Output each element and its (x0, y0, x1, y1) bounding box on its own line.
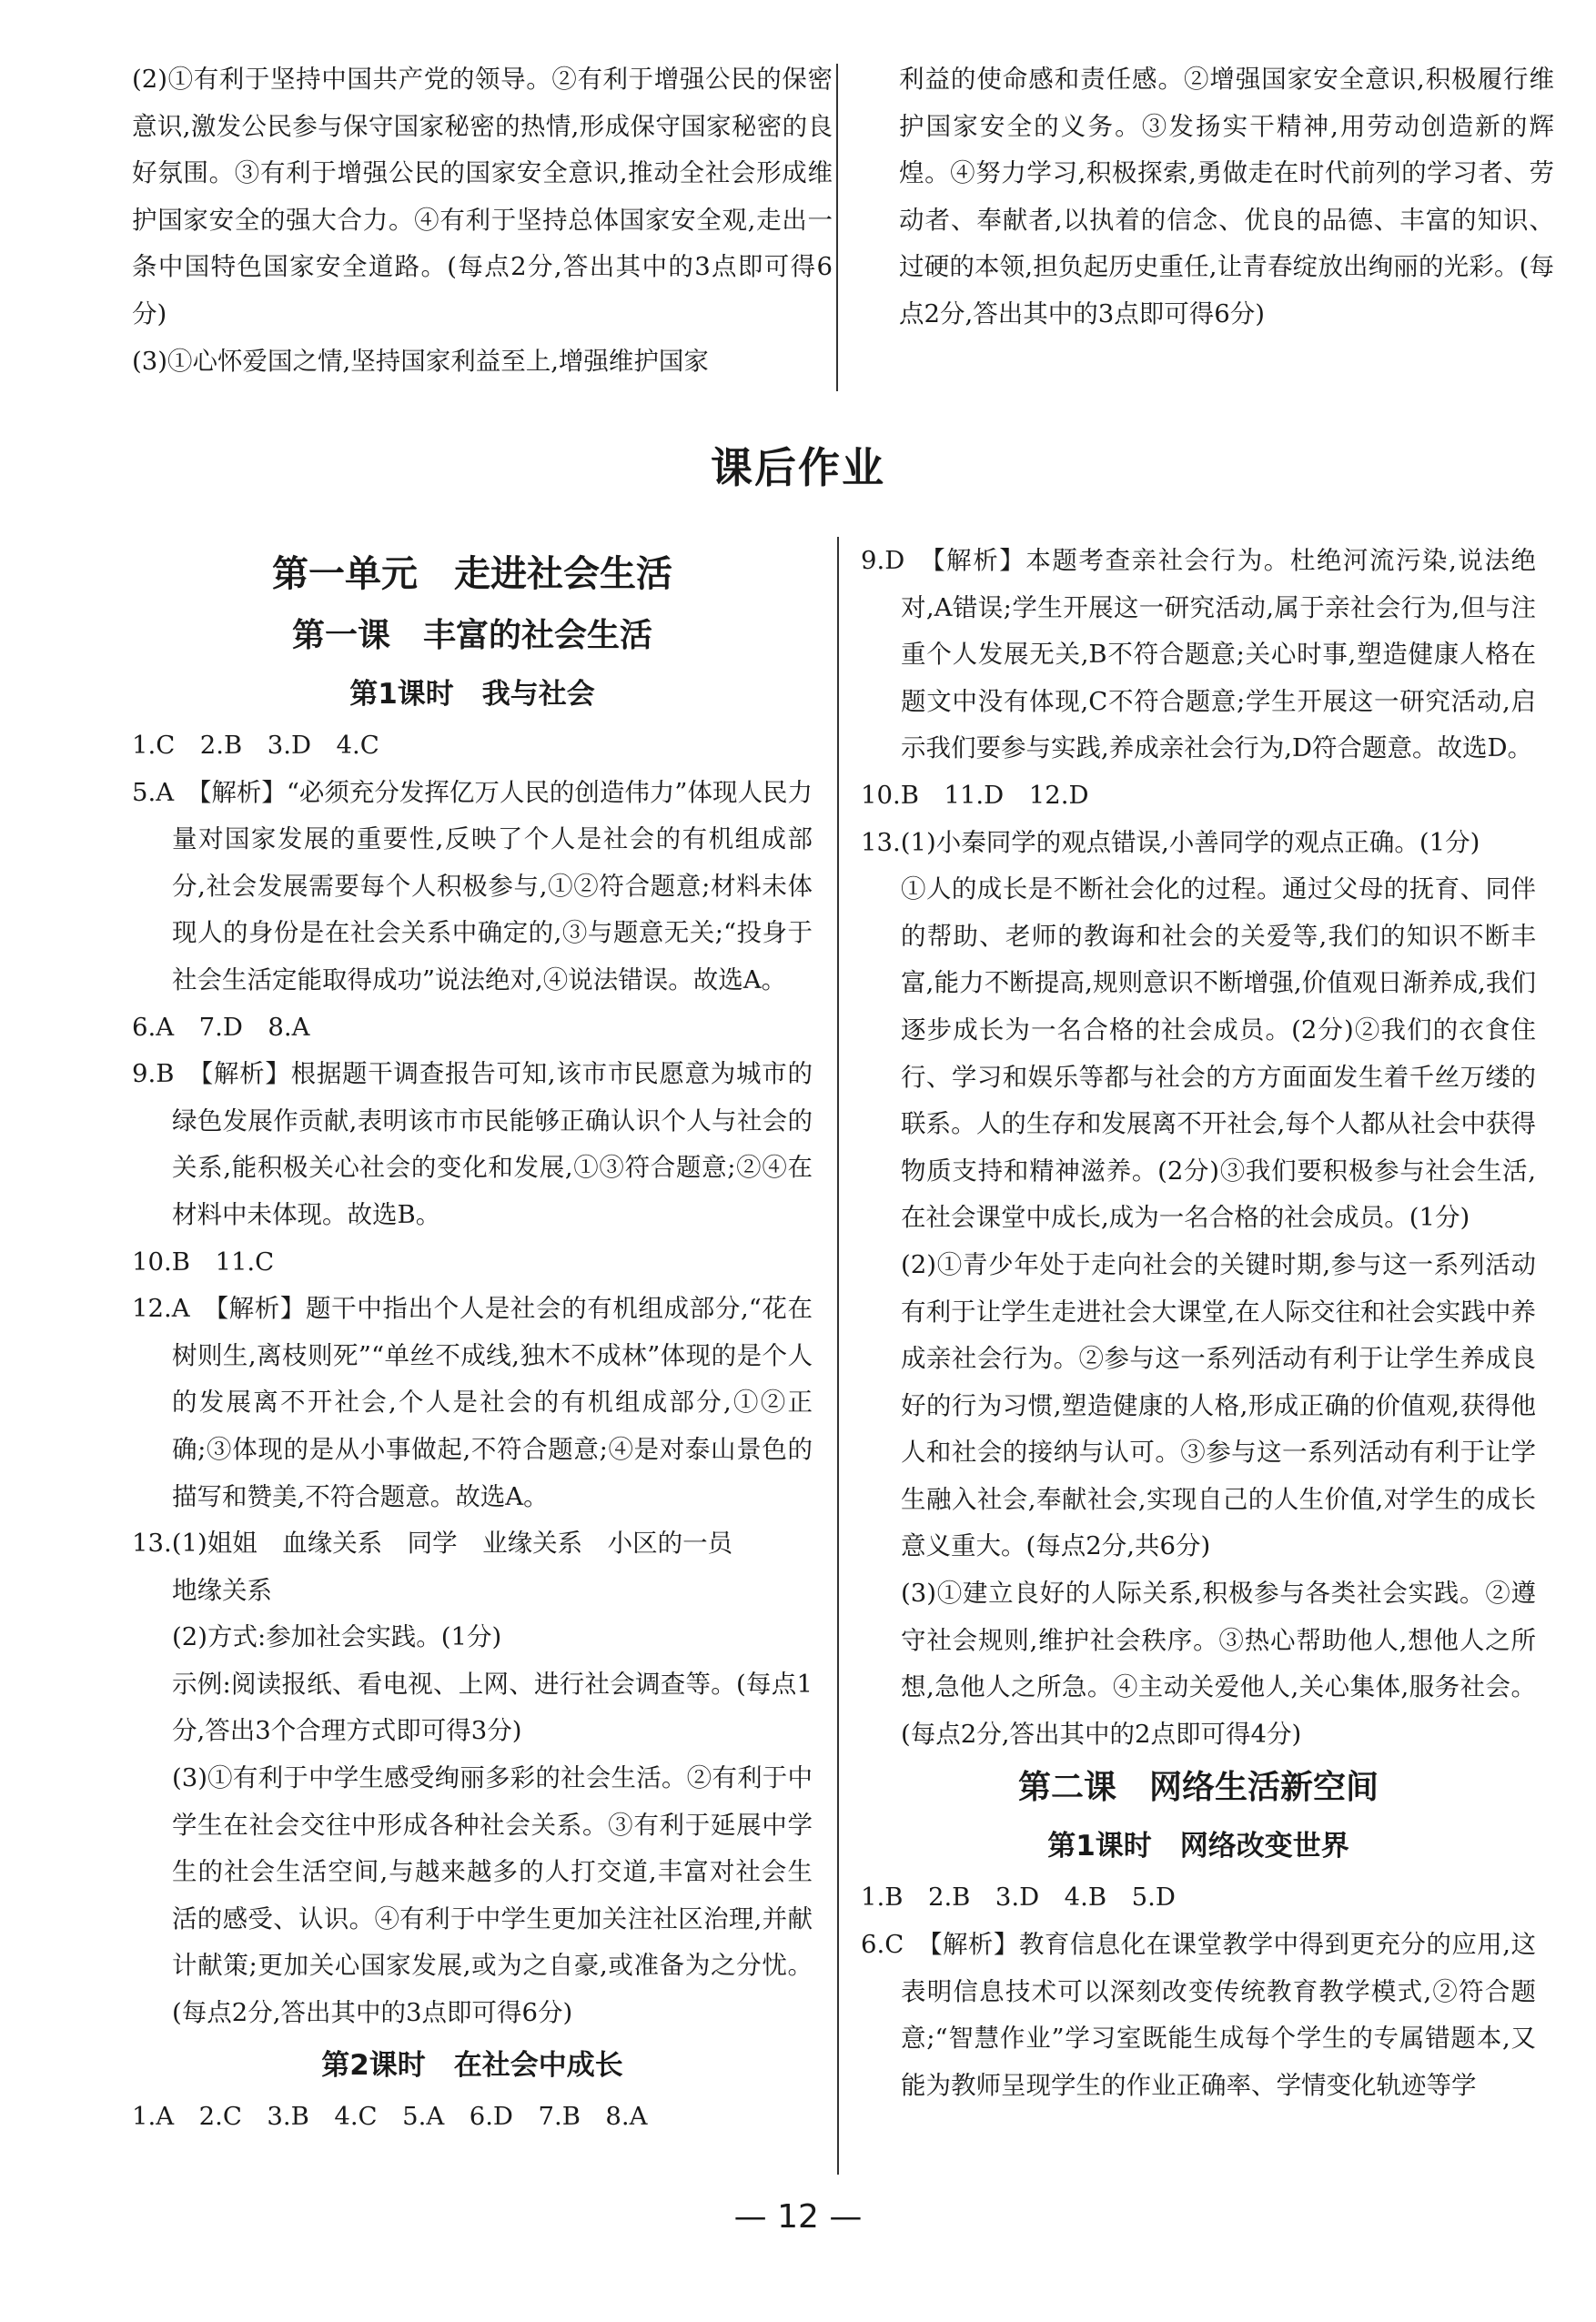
answer-item: 13.(1)小秦同学的观点错误,小善同学的观点正确。(1分) (861, 827, 1480, 857)
column-divider (836, 64, 838, 391)
lesson-title: 第二课 网络生活新空间 (1017, 1769, 1379, 1807)
answer-item: 10.B 11.C (132, 1247, 275, 1277)
answer-item: 10.B 11.D 12.D (861, 780, 1089, 810)
top-left-column (132, 56, 833, 385)
answer-item: 6.C 【解析】教育信息化在课堂教学中得到更充分的应用,这表明信息技术可以深刻改变传统教育教学模式,②符合题意;“智慧作业”学习室既能生成每个学生的专属错题本,又能为教师呈现学生的作业正确率、学情变化轨迹等学 (861, 1930, 1536, 2100)
period-title: 第2课时 在社会中成长 (321, 2048, 623, 2082)
answer-subitem: (2)①青少年处于走向社会的关键时期,参与这一系列活动有利于让学生走进社会大课堂,在人际交往和社会实践中养成亲社会行为。②参与这一系列活动有利于让学生养成良好的行为习惯,塑造健康的人格,形成正确的价值观,获得他人和社会的接纳与认可。③参与这一系列活动有利于让学生融入社会,奉献社会,实现自己的人生价值,对学生的成长意义重大。(每点2分,共6分) (901, 1249, 1536, 1561)
top-right-column (899, 56, 1554, 338)
answer-subitem: ①人的成长是不断社会化的过程。通过父母的抚育、同伴的帮助、老师的教诲和社会的关爱等,我们的知识不断丰富,能力不断提高,规则意识不断增强,价值观日渐养成,我们逐步成长为一名合格的社会成员。(2分)②我们的衣食住行、学习和娱乐等都与社会的方方面面发生着千丝万缕的联系。人的生存和发展离不开社会,每个人都从社会中获得物质支持和精神滋养。(2分)③我们要积极参与社会生活,在社会课堂中成长,成为一名合格的社会成员。(1分) (901, 874, 1536, 1233)
answer-item: 12.A 【解析】题干中指出个人是社会的有机组成部分,“花在树则生,离枝则死”“单丝不成线,独木不成林”体现的是个人的发展离不开社会,个人是社会的有机组成部分,①②正确;③体现的是从小事做起,不符合题意;④是对泰山景色的描写和赞美,不符合题意。故选A。 (132, 1294, 813, 1511)
period-title: 第1课时 我与社会 (349, 678, 595, 711)
answer-item: 1.B 2.B 3.D 4.B 5.D (861, 1883, 1176, 1913)
answer-item: 9.B 【解析】根据题干调查报告可知,该市市民愿意为城市的绿色发展作贡献,表明该市市民能够正确认识个人与社会的关系,能积极关心社会的变化和发展,①③符合题意;②④在材料中未体现。故选B。 (132, 1059, 813, 1229)
column-divider (837, 537, 839, 2175)
answer-item: 1.A 2.C 3.B 4.C 5.A 6.D 7.B 8.A (132, 2101, 648, 2131)
answer-subitem: 地缘关系 (172, 1575, 272, 1605)
lesson-title: 第一课 丰富的社会生活 (291, 617, 652, 654)
right-column (861, 538, 1536, 2109)
left-column (132, 542, 813, 2140)
answer-paragraph: (2)①有利于坚持中国共产党的领导。②有利于增强公民的保密意识,激发公民参与保守国家秘密的热情,形成保守国家秘密的良好氛围。③有利于增强公民的国家安全意识,推动全社会形成维护国家安全的强大合力。④有利于坚持总体国家安全观,走出一条中国特色国家安全道路。(每点2分,答出其中的3点即可得6分) (132, 65, 833, 328)
section-title: 课后作业 (711, 443, 885, 492)
answer-subitem: 示例:阅读报纸、看电视、上网、进行社会调查等。(每点1分,答出3个合理方式即可得3分) (172, 1669, 813, 1746)
answer-subitem: (2)方式:参加社会实践。(1分) (172, 1622, 502, 1652)
period-title: 第1课时 网络改变世界 (1047, 1830, 1349, 1863)
answer-subitem: (3)①建立良好的人际关系,积极参与各类社会实践。②遵守社会规则,维护社会秩序。③热心帮助他人,想他人之所想,急他人之所急。④主动关爱他人,关心集体,服务社会。(每点2分,答出其中的2点即可得4分) (901, 1579, 1536, 1749)
unit-title: 第一单元 走进社会生活 (272, 553, 672, 595)
answer-item: 13.(1)姐姐 血缘关系 同学 业缘关系 小区的一员 (132, 1529, 733, 1559)
answer-subitem: (3)①有利于中学生感受绚丽多彩的社会生活。②有利于中学生在社会交往中形成各种社会关系。③有利于延展中学生的社会生活空间,与越来越多的人打交道,丰富对社会生活的感受、认识。④有利于中学生更加关注社区治理,并献计献策;更加关心国家发展,或为之自豪,或准备为之分忧。(每点2分,答出其中的3点即可得6分) (172, 1763, 813, 2028)
answer-item: 9.D 【解析】本题考查亲社会行为。杜绝河流污染,说法绝对,A错误;学生开展这一研究活动,属于亲社会行为,但与注重个人发展无关,B不符合题意;关心时事,塑造健康人格在题文中没有体现,C不符合题意;学生开展这一研究活动,启示我们要参与实践,养成亲社会行为,D符合题意。故选D。 (861, 546, 1536, 763)
answer-item: 6.A 7.D 8.A (132, 1012, 310, 1042)
answer-item: 5.A 【解析】“必须充分发挥亿万人民的创造伟力”体现人民力量对国家发展的重要性,反映了个人是社会的有机组成部分,社会发展需要每个人积极参与,①②符合题意;材料未体现人的身份是在社会关系中确定的,③与题意无关;“投身于社会生活定能取得成功”说法绝对,④说法错误。故选A。 (132, 777, 813, 994)
page-number: — 12 — (733, 2198, 863, 2236)
answer-item: 1.C 2.B 3.D 4.C (132, 731, 379, 760)
answer-paragraph: (3)①心怀爱国之情,坚持国家利益至上,增强维护国家 (132, 346, 709, 376)
answer-paragraph: 利益的使命感和责任感。②增强国家安全意识,积极履行维护国家安全的义务。③发扬实干精神,用劳动创造新的辉煌。④努力学习,积极探索,勇做走在时代前列的学习者、劳动者、奉献者,以执着的信念、优良的品德、丰富的知识、过硬的本领,担负起历史重任,让青春绽放出绚丽的光彩。(每点2分,答出其中的3点即可得6分) (899, 65, 1554, 328)
